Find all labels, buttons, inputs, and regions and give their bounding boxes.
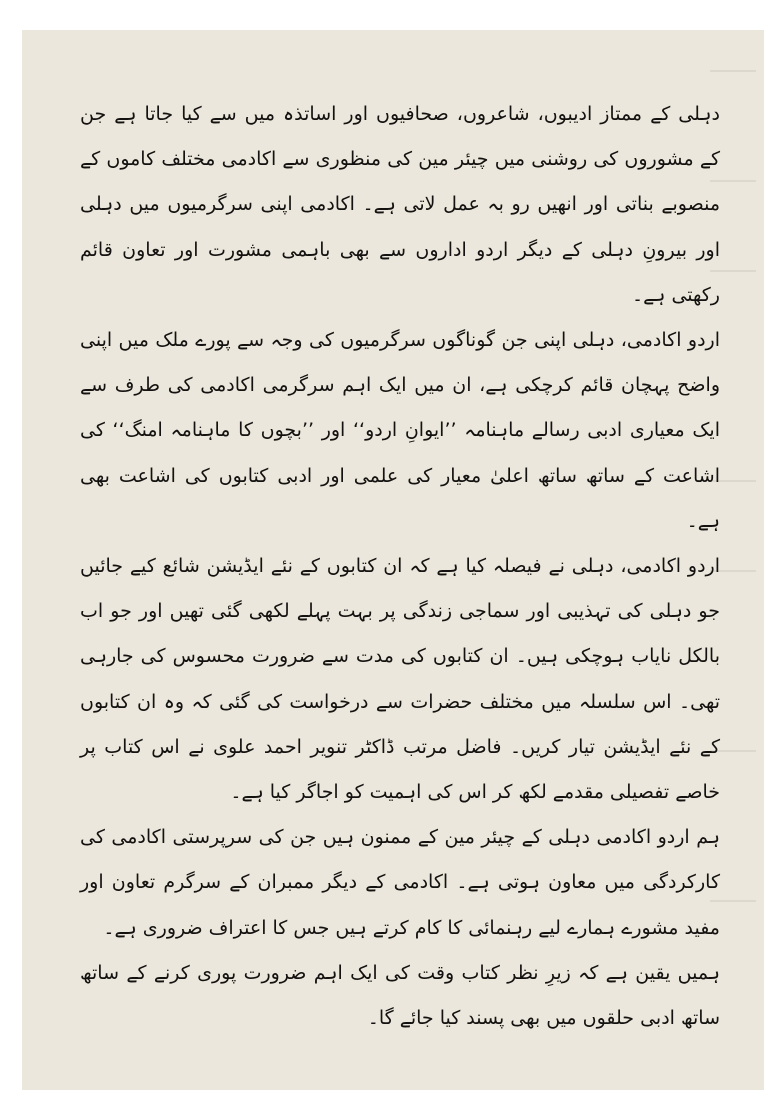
paragraph-2: اردو اکادمی، دہلی اپنی جن گوناگوں سرگرمیوں کی وجہ سے پورے ملک میں اپنی واضح پہچان قائم کرچکی ہے، ان میں ایک اہم سرگرمی اکادمی کی طرف سے ایک معیاری ادبی رسالے ماہنامہ ’’ایوانِ اردو‘‘ اور ’’بچوں کا ماہنامہ امنگ‘‘ کی اشاعت کے ساتھ ساتھ اعلیٰ معیار کی علمی اور ادبی کتابوں کی اشاعت بھی ہے۔: [80, 329, 720, 532]
paragraph-5: ہمیں یقین ہے کہ زیرِ نظر کتاب وقت کی ایک اہم ضرورت پوری کرنے کے ساتھ ساتھ ادبی حلقوں میں بھی پسند کیا جائے گا۔: [80, 961, 720, 1030]
paragraph-4: ہم اردو اکادمی دہلی کے چیئر مین کے ممنون ہیں جن کی سرپرستی اکادمی کی کارکردگی میں معاون ہوتی ہے۔ اکادمی کے دیگر ممبران کے سرگرم تعاون اور مفید مشورے ہمارے لیے رہنمائی کا کام کرتے ہیں جس کا اعتراف ضروری ہے۔: [80, 826, 720, 939]
paragraph-3: اردو اکادمی، دہلی نے فیصلہ کیا ہے کہ ان کتابوں کے نئے ایڈیشن شائع کیے جائیں جو دہلی کی تہذیبی اور سماجی زندگی پر بہت پہلے لکھی گئی تھیں اور جو اب بالکل نایاب ہوچکی ہیں۔ ان کتابوں کی مدت سے ضرورت محسوس کی جارہی تھی۔ اس سلسلہ میں مختلف حضرات سے درخواست کی گئی کہ وہ ان کتابوں کے نئے ایڈیشن تیار کریں۔ فاضل مرتب ڈاکٹر تنویر احمد علوی نے اس کتاب پر خاصے تفصیلی مقدمے لکھ کر اس کی اہمیت کو اجاگر کیا ہے۔: [80, 555, 720, 804]
bleed-through-mark: [710, 70, 756, 72]
paragraph-1: دہلی کے ممتاز ادیبوں، شاعروں، صحافیوں اور اساتذہ میں سے کیا جاتا ہے جن کے مشوروں کی روشنی میں چیئر مین کی منظوری سے اکادمی مختلف کاموں کے منصوبے بناتی اور انھیں رو بہ عمل لاتی ہے۔ اکادمی اپنی سرگرمیوں میں دہلی اور بیرونِ دہلی کے دیگر اردو اداروں سے بھی باہمی مشورت اور تعاون قائم رکھتی ہے۔: [80, 103, 720, 306]
book-page: [22, 30, 764, 1090]
body-text: [80, 92, 720, 1041]
